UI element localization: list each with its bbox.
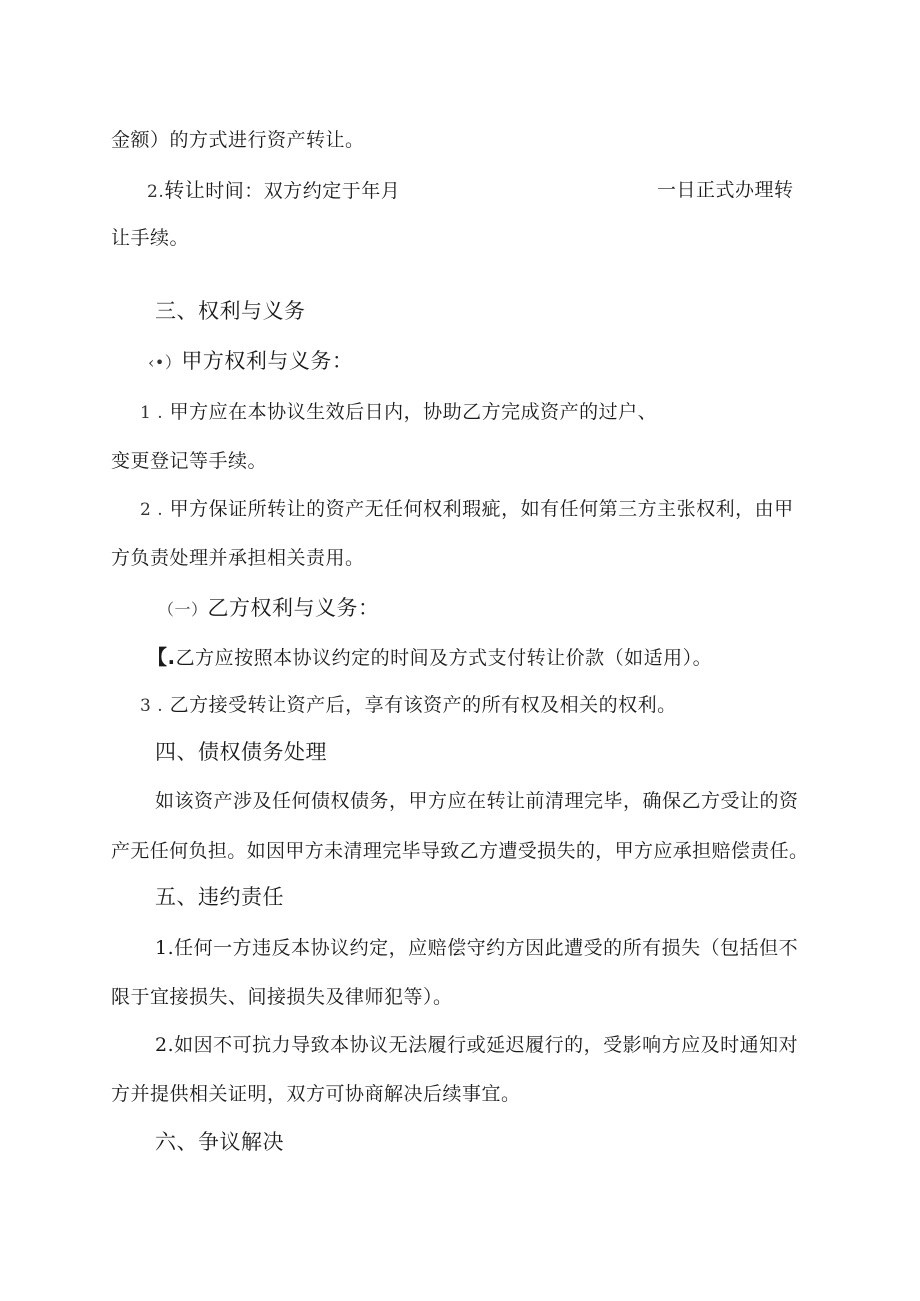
clause-line: 【.乙方应按照本协议约定的时间及方式支付转让价款（如适用）。	[147, 645, 713, 669]
paragraph-line: 产无任何负担。如因甲方未清理完毕导致乙方遭受损失的，甲方应承担赔偿责任。	[111, 840, 808, 862]
paragraph-line: 让手续。	[111, 227, 190, 249]
clause-line: 3 . 乙方接受转让资产后，享有该资产的所有权及相关的权利。	[140, 694, 677, 716]
clause-number: 1 .	[140, 403, 164, 423]
clause-line: 1 . 甲方应在本协议生效后日内，协助乙方完成资产的过户、	[140, 401, 658, 423]
paragraph-line: 限于宜接损失、间接损失及律师犯等）。	[111, 986, 453, 1008]
paragraph-line: 如该资产涉及任何债权债务，甲方应在转让前清理完毕，确保乙方受让的资	[155, 790, 799, 812]
subsection-marker: ‹•）	[148, 353, 182, 372]
section-heading-rights: 三、权利与义务	[155, 299, 306, 323]
clause-number: 2 .	[140, 500, 164, 520]
subsection-heading-party-a: ‹•）甲方权利与义务：	[148, 349, 354, 373]
paragraph-line: 变更登记等手续。	[111, 450, 268, 472]
paragraph-line: 方并提供相关证明，双方可协商解决后续事宜。	[111, 1083, 521, 1105]
section-heading-breach: 五、违约责任	[155, 885, 284, 909]
clause-line: 2 . 甲方保证所转让的资产无任何权利瑕疵，如有任何第三方主张权利，由甲	[140, 498, 794, 520]
section-heading-disputes: 六、争议解决	[155, 1130, 284, 1154]
clause-marker: 【.	[147, 645, 176, 669]
subsection-marker: （一）	[158, 600, 208, 619]
paragraph-line: 方负责处理并承担相关责用。	[111, 547, 365, 569]
subsection-heading-party-b: （一）乙方权利与义务：	[158, 596, 380, 620]
paragraph-line: 1.任何一方违反本协议约定，应赔偿守约方因此遭受的所有损失（包括但不	[155, 937, 799, 959]
paragraph-line: 金额）的方式进行资产转让。	[111, 129, 365, 151]
transfer-time-tail: 一日正式办理转	[657, 179, 794, 201]
transfer-time-line: 2.转让时间：双方约定于年月	[147, 178, 401, 202]
paragraph-line: 2.如因不可抗力导致本协议无法履行或延迟履行的，受影响方应及时通知对	[155, 1034, 799, 1056]
bold-term: 转让	[164, 178, 206, 202]
clause-number: 3 .	[140, 696, 164, 716]
section-heading-debts: 四、债权债务处理	[155, 740, 327, 764]
clause-number: 2.	[147, 182, 165, 202]
